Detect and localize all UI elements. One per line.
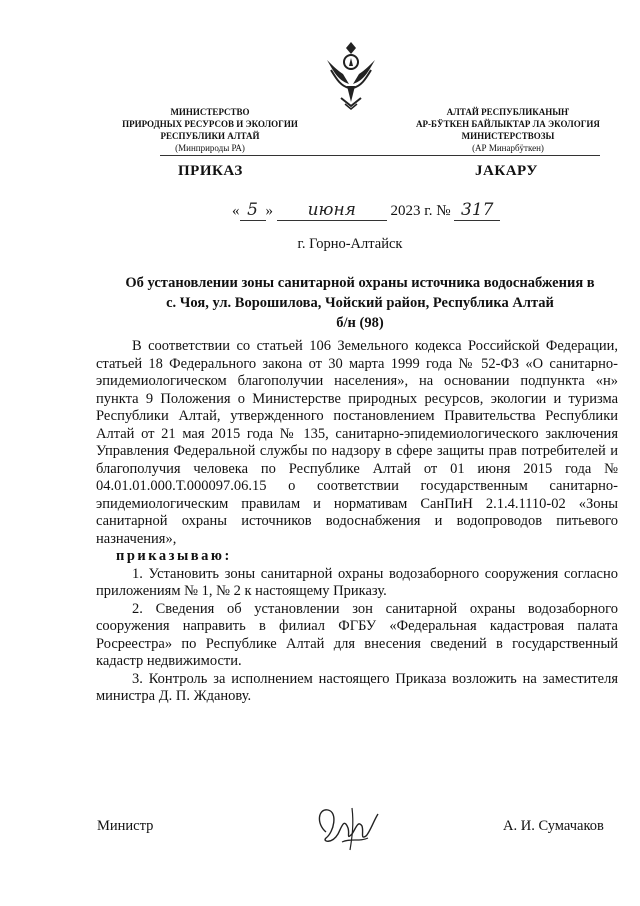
preamble-paragraph: В соответствии со статьей 106 Земельного кодекса Российской Федерации, статьей 18 Федерального закона от 30 марта 1999 года № 52-ФЗ «О санитарно-эпидемиологическом благополучии населения», на основании подпункта «н» пункта 9 Положения о Министерстве природных ресурсов, экологии и туризма Республики Алтай, утвержденного постановлением Правительства Республики Алтай от 21 мая 2015 года № 135, санитарно-эпидемиологического заключения Управления Федеральной службы по надзору в сфере защиты прав потребителей и благополучия человека по Республике Алтай от 01 июня 2015 года № 04.01.01.000.Т.000097.06.15 о соответствии государственным санитарно-эпидемиологическим правилам и нормативам СанПиН 2.1.4.1110-02 «Зоны санитарной охраны источников водоснабжения и водопроводов питьевого назначения», bbox=[96, 338, 618, 547]
date-month: июня bbox=[277, 200, 387, 221]
order-item-3: 3. Контроль за исполнением настоящего Приказа возложить на заместителя министра Д. П. Жданову. bbox=[96, 670, 618, 704]
order-number: 317 bbox=[454, 200, 500, 221]
ministry-line: МИНИСТЕРСТВО bbox=[170, 107, 250, 117]
ministry-line: ПРИРОДНЫХ РЕСУРСОВ И ЭКОЛОГИИ bbox=[122, 119, 298, 129]
decree-word: приказываю: bbox=[116, 548, 232, 564]
republic-altai-emblem-icon bbox=[323, 40, 379, 110]
ministry-name-russian bbox=[112, 106, 308, 154]
ministry-abbreviation: (Минприроды РА) bbox=[175, 143, 245, 153]
order-body bbox=[96, 338, 618, 706]
signatory-position: Министр bbox=[97, 818, 154, 834]
date-year-label: 2023 г. № bbox=[390, 203, 451, 219]
ministry-line: РЕСПУБЛИКИ АЛТАЙ bbox=[160, 131, 260, 141]
order-item-1: 1. Установить зоны санитарной охраны водозаборного сооружения согласно приложениям № 1, № 2 к настоящему Приказу. bbox=[96, 565, 618, 599]
ministry-abbreviation: (АР Минарбӱткен) bbox=[472, 143, 544, 153]
ministry-line: АР-БӰТКЕН БАЙЛЫКТАР ЛА ЭКОЛОГИЯ bbox=[416, 119, 600, 129]
order-subject bbox=[100, 273, 620, 333]
date-day: 5 bbox=[240, 200, 266, 221]
ministry-line: МИНИСТЕРСТВОЗЫ bbox=[461, 131, 555, 141]
ministry-line: АЛТАЙ РЕСПУБЛИКАНЫҤ bbox=[446, 107, 570, 117]
ministry-name-altai bbox=[392, 106, 624, 154]
subject-line: б/н (98) bbox=[336, 315, 384, 331]
subject-line: Об установлении зоны санитарной охраны источника водоснабжения в bbox=[125, 275, 595, 291]
order-item-2: 2. Сведения об установлении зон санитарной охраны водозаборного сооружения направить в филиал ФГБУ «Федеральная кадастровая палата Росреестра» по Республике Алтай для внесения сведений в государственный кадастр недвижимости. bbox=[96, 600, 618, 669]
subject-line: с. Чоя, ул. Ворошилова, Чойский район, Республика Алтай bbox=[166, 295, 554, 311]
order-title-russian: ПРИКАЗ bbox=[178, 163, 243, 179]
header-divider bbox=[160, 155, 600, 156]
date-close-quote: » bbox=[265, 203, 273, 219]
order-date-number bbox=[232, 200, 532, 221]
signatory-name: А. И. Сумачаков bbox=[503, 818, 604, 834]
city-name: г. Горно-Алтайск bbox=[297, 236, 403, 252]
handwritten-signature bbox=[312, 798, 382, 854]
order-title-altai: JАКАРУ bbox=[475, 163, 538, 179]
date-open-quote: « bbox=[232, 203, 240, 219]
